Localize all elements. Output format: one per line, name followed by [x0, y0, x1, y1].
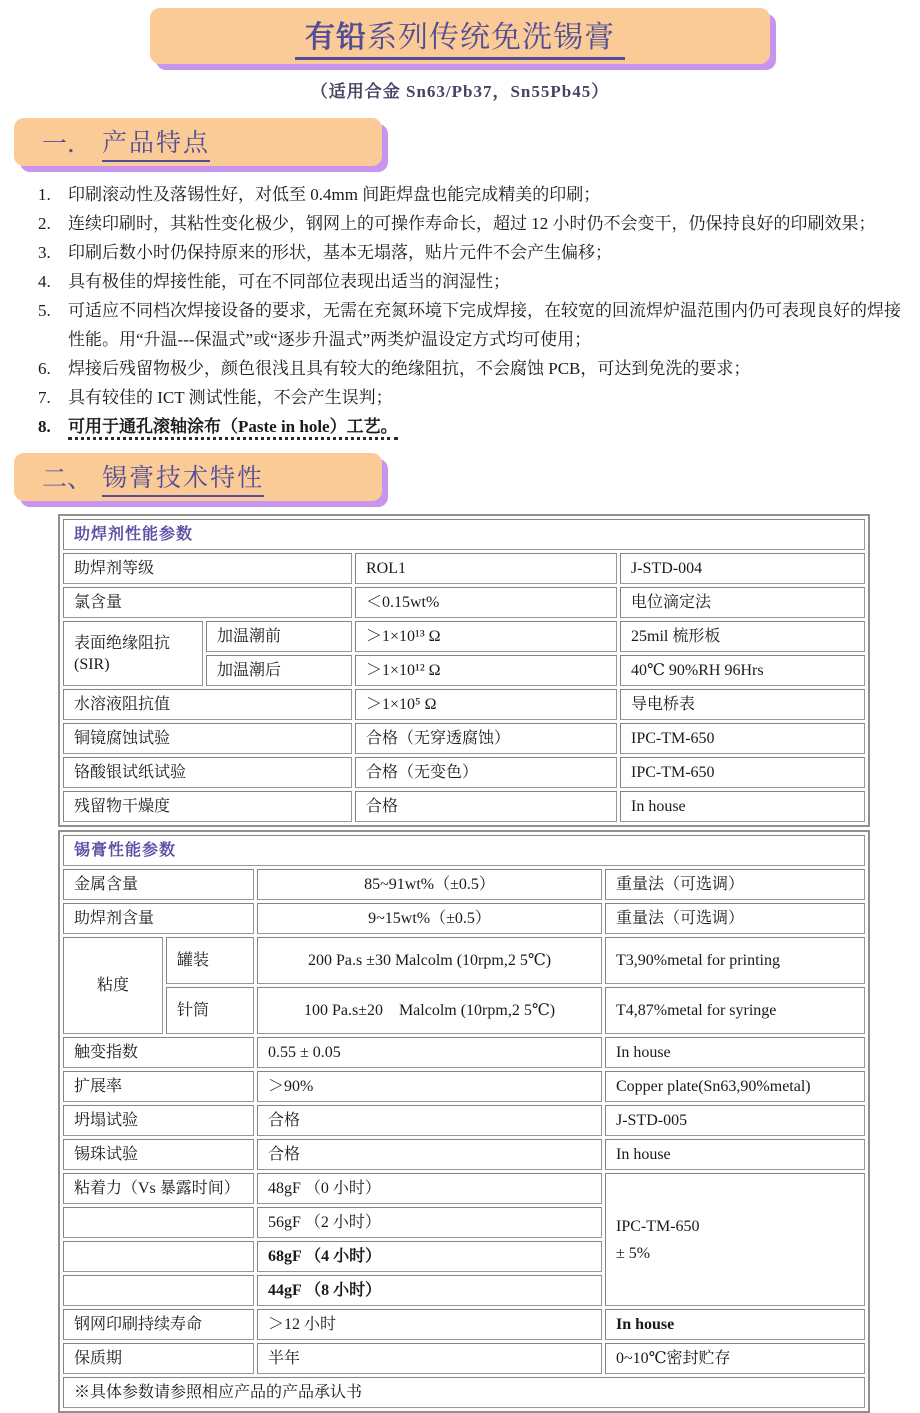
cell-method: In house — [620, 791, 865, 822]
spec-tables — [58, 514, 870, 1413]
table-row — [63, 835, 865, 866]
feature-item — [38, 238, 904, 267]
cell-method: 电位滴定法 — [620, 587, 865, 618]
cell-method: Copper plate(Sn63,90%metal) — [605, 1071, 865, 1102]
cell-value: 合格 — [355, 791, 617, 822]
feature-item — [38, 296, 904, 354]
cell-value: ROL1 — [355, 553, 617, 584]
cell-value: ＞1×10⁵ Ω — [355, 689, 617, 720]
cell-value: 100 Pa.s±20 Malcolm (10rpm,2 5℃) — [257, 987, 602, 1034]
cell-label: 助焊剂含量 — [63, 903, 254, 934]
cell-value: ＞1×10¹³ Ω — [355, 621, 617, 652]
feature-text: 印刷后数小时仍保持原来的形状，基本无塌落，贴片元件不会产生偏移； — [68, 243, 612, 262]
section1-banner — [14, 118, 382, 166]
cell-value: 合格 — [257, 1105, 602, 1136]
table-row — [63, 1071, 865, 1102]
cell-label: 铜镜腐蚀试验 — [63, 723, 352, 754]
table-row — [63, 553, 865, 584]
paste-table-header: 锡膏性能参数 — [63, 835, 865, 866]
cell-label: 保质期 — [63, 1343, 254, 1374]
section1-number: 一． — [42, 131, 93, 158]
cell-method: In house — [605, 1139, 865, 1170]
cell-sublabel: 针筒 — [166, 987, 254, 1034]
feature-text: 可适应不同档次焊接设备的要求，无需在充氮环境下完成焊接，在较宽的回流焊炉温范围内仍可表现良好的焊接性能。用“升温---保温式”或“逐步升温式”两类炉温设定方式均可使用； — [68, 301, 901, 349]
cell-method-line1: IPC-TM-650 — [616, 1217, 700, 1235]
flux-table-header: 助焊剂性能参数 — [63, 519, 865, 550]
feature-text: 印刷滚动性及落锡性好，对低至 0.4mm 间距焊盘也能完成精美的印刷； — [68, 185, 601, 204]
cell-method: 0~10℃密封贮存 — [605, 1343, 865, 1374]
cell-value: 合格 — [257, 1139, 602, 1170]
cell-method: 25mil 梳形板 — [620, 621, 865, 652]
cell-label: 钢网印刷持续寿命 — [63, 1309, 254, 1340]
feature-text-underlined: 可用于通孔滚轴涂布（Paste in hole）工艺。 — [68, 417, 398, 440]
table-row — [63, 621, 865, 652]
cell-value: 200 Pa.s ±30 Malcolm (10rpm,2 5℃) — [257, 937, 602, 984]
cell-method: J-STD-004 — [620, 553, 865, 584]
feature-list — [38, 180, 904, 441]
feature-number: 5. — [38, 301, 51, 320]
feature-text: 具有较佳的 ICT 测试性能，不会产生误判； — [68, 388, 393, 407]
feature-number: 7. — [38, 388, 51, 407]
section2-title: 锡膏技术特性 — [102, 458, 264, 497]
cell-method-merged — [605, 1173, 865, 1306]
feature-item — [38, 354, 904, 383]
cell-label-empty — [63, 1241, 254, 1272]
cell-label-sir: 表面绝缘阻抗 (SIR) — [63, 621, 203, 686]
cell-method: T3,90%metal for printing — [605, 937, 865, 984]
table-row — [63, 1309, 865, 1340]
document-page — [0, 8, 920, 1401]
cell-sublabel: 加温潮后 — [206, 655, 352, 686]
cell-label-empty — [63, 1207, 254, 1238]
cell-value: 48gF （0 小时） — [257, 1173, 602, 1204]
cell-value: ＞90% — [257, 1071, 602, 1102]
table-row — [63, 1377, 865, 1408]
table-row — [63, 1105, 865, 1136]
table-row — [63, 1037, 865, 1068]
feature-text: 具有极佳的焊接性能，可在不同部位表现出适当的润湿性； — [68, 272, 510, 291]
cell-method: J-STD-005 — [605, 1105, 865, 1136]
cell-value: 85~91wt%（±0.5） — [257, 869, 602, 900]
feature-item — [38, 209, 904, 238]
cell-value: 合格（无穿透腐蚀） — [355, 723, 617, 754]
cell-label-empty — [63, 1275, 254, 1306]
table-row — [63, 903, 865, 934]
table-row — [63, 587, 865, 618]
title-banner — [150, 8, 770, 64]
table-row — [63, 791, 865, 822]
feature-number: 3. — [38, 243, 51, 262]
table-row — [63, 987, 865, 1034]
cell-label: 助焊剂等级 — [63, 553, 352, 584]
page-title-rest: 系列传统免洗锡膏 — [367, 21, 615, 54]
cell-label-viscosity: 粘度 — [63, 937, 163, 1034]
cell-label: 触变指数 — [63, 1037, 254, 1068]
feature-number: 6. — [38, 359, 51, 378]
section2-banner — [14, 453, 382, 501]
cell-value: ＞1×10¹² Ω — [355, 655, 617, 686]
section1-title: 产品特点 — [102, 123, 210, 162]
table-row — [63, 689, 865, 720]
table-row — [63, 937, 865, 984]
cell-method: 重量法（可选调） — [605, 869, 865, 900]
table-row — [63, 519, 865, 550]
table-row — [63, 1139, 865, 1170]
cell-method: In house — [605, 1309, 865, 1340]
cell-label: 金属含量 — [63, 869, 254, 900]
cell-label: 扩展率 — [63, 1071, 254, 1102]
feature-text: 连续印刷时，其粘性变化极少，钢网上的可操作寿命长，超过 12 小时仍不会变干，仍保持良好的印刷效果； — [68, 214, 876, 233]
feature-item — [38, 267, 904, 296]
cell-method: IPC-TM-650 — [620, 757, 865, 788]
flux-table — [58, 514, 870, 827]
feature-text — [68, 412, 904, 441]
table-row — [63, 723, 865, 754]
cell-value: 56gF （2 小时） — [257, 1207, 602, 1238]
cell-label: 锡珠试验 — [63, 1139, 254, 1170]
cell-method-line2: ± 5% — [616, 1244, 651, 1262]
cell-label: 氯含量 — [63, 587, 352, 618]
feature-number: 2. — [38, 214, 51, 233]
table-footnote: ※具体参数请参照相应产品的产品承认书 — [63, 1377, 865, 1408]
feature-text: 焊接后残留物极少，颜色很浅且具有较大的绝缘阻抗，不会腐蚀 PCB，可达到免洗的要求； — [68, 359, 751, 378]
feature-item — [38, 412, 904, 441]
feature-item — [38, 383, 904, 412]
cell-label: 残留物干燥度 — [63, 791, 352, 822]
feature-number: 1. — [38, 185, 51, 204]
table-row — [63, 1173, 865, 1204]
cell-value: ＞12 小时 — [257, 1309, 602, 1340]
cell-value: 68gF （4 小时） — [257, 1241, 602, 1272]
cell-value: 0.55 ± 0.05 — [257, 1037, 602, 1068]
page-title — [295, 12, 625, 60]
cell-method: In house — [605, 1037, 865, 1068]
cell-method: 40℃ 90%RH 96Hrs — [620, 655, 865, 686]
feature-number: 8. — [38, 417, 51, 436]
cell-method: 导电桥表 — [620, 689, 865, 720]
table-row — [63, 869, 865, 900]
subtitle: （适用合金 Sn63/Pb37，Sn55Pb45） — [310, 82, 610, 101]
cell-method: T4,87%metal for syringe — [605, 987, 865, 1034]
cell-value: 合格（无变色） — [355, 757, 617, 788]
cell-value: 9~15wt%（±0.5） — [257, 903, 602, 934]
cell-value: ＜0.15wt% — [355, 587, 617, 618]
cell-method: IPC-TM-650 — [620, 723, 865, 754]
cell-label: 坍塌试验 — [63, 1105, 254, 1136]
cell-sublabel: 罐装 — [166, 937, 254, 984]
cell-sublabel: 加温潮前 — [206, 621, 352, 652]
page-title-bold: 有铅 — [305, 21, 367, 54]
section2-number: 二、 — [42, 466, 93, 493]
feature-number: 4. — [38, 272, 51, 291]
cell-label: 水溶液阻抗值 — [63, 689, 352, 720]
feature-item — [38, 180, 904, 209]
cell-value: 44gF （8 小时） — [257, 1275, 602, 1306]
cell-label: 铬酸银试纸试验 — [63, 757, 352, 788]
table-row — [63, 757, 865, 788]
cell-method: 重量法（可选调） — [605, 903, 865, 934]
cell-value: 半年 — [257, 1343, 602, 1374]
table-row — [63, 1343, 865, 1374]
cell-label: 粘着力（Vs 暴露时间） — [63, 1173, 254, 1204]
paste-table — [58, 830, 870, 1413]
